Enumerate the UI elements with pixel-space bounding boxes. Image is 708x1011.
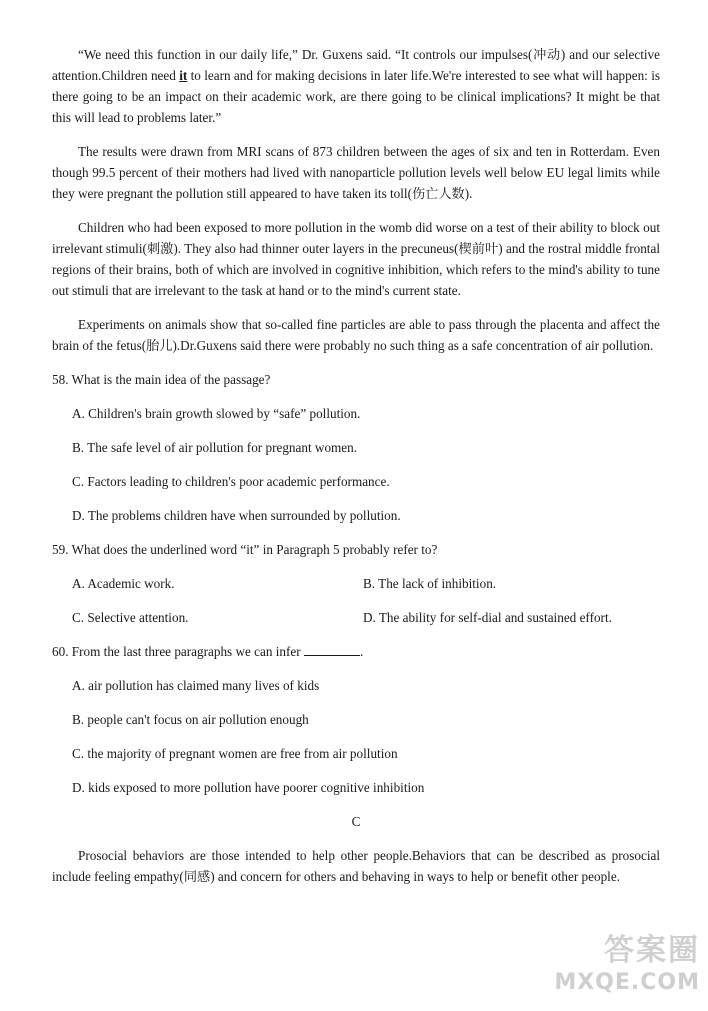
site-watermark-logo <box>525 933 700 1003</box>
question-59-options-row-1 <box>52 573 660 594</box>
passage-paragraph-3: Children who had been exposed to more pollution in the womb did worse on a test of their ability to block out irrelevant stimuli(刺激). They also had thinner outer layers in the precuneus(楔前叶) and the rostral middle frontal regions of their brains, both of which are involved in cognitive inhibition, which refers to the mind's ability to tune out stimuli that are irrelevant to the task at hand or to the mind's current state. <box>52 220 660 298</box>
answer-blank <box>304 642 360 656</box>
question-59-option-d: D. The ability for self-dial and sustained effort. <box>363 610 612 625</box>
underlined-word-it: it <box>179 68 188 83</box>
question-58-option-b: B. The safe level of air pollution for pregnant women. <box>72 440 358 455</box>
paragraph-1-text-b: to learn and for making decisions in later life.We're interested to see what will happen: is there going to be an impact on their academic work, are there going to be clinical implications? It might be that this will lead to problems later.” <box>52 68 660 125</box>
section-c-paragraph-1: Prosocial behaviors are those intended to help other people.Behaviors that can be described as prosocial include feeling empathy(同感) and concern for others and behaving in ways to help or benefit other people. <box>52 848 660 884</box>
paragraph-1-text-a: “We need this function in our daily life,” Dr. Guxens said. “It controls our impulses(冲动) and our selective attention.Children need <box>52 47 660 83</box>
watermark-chinese-text: 答案圈 <box>604 933 700 968</box>
document-page <box>52 44 660 900</box>
question-59-option-c: C. Selective attention. <box>72 610 189 625</box>
watermark-url-text: MXQE.COM <box>554 970 700 995</box>
question-60-option-c: C. the majority of pregnant women are free from air pollution <box>72 746 398 761</box>
question-59-stem: 59. What does the underlined word “it” in Paragraph 5 probably refer to? <box>52 542 438 557</box>
question-59-option-b: B. The lack of inhibition. <box>363 576 497 591</box>
question-59-options-row-2 <box>52 607 660 628</box>
question-60-stem-text: 60. From the last three paragraphs we can infer <box>52 644 301 659</box>
question-58-stem: 58. What is the main idea of the passage? <box>52 372 271 387</box>
question-58-option-d: D. The problems children have when surrounded by pollution. <box>72 508 401 523</box>
passage-paragraph-1 <box>52 44 660 128</box>
passage-paragraph-2: The results were drawn from MRI scans of 873 children between the ages of six and ten in Rotterdam. Even though 99.5 percent of their mothers had lived with nanoparticle pollution levels well below EU legal limits while they were pregnant the pollution still appeared to have taken its toll(伤亡人数). <box>52 144 660 201</box>
question-58-option-c: C. Factors leading to children's poor academic performance. <box>72 474 390 489</box>
passage-paragraph-4: Experiments on animals show that so-called fine particles are able to pass through the placenta and affect the brain of the fetus(胎儿).Dr.Guxens said there were probably no such thing as a safe concentration of air pollution. <box>52 317 660 353</box>
question-59-option-a: A. Academic work. <box>72 576 175 591</box>
question-60-option-a: A. air pollution has claimed many lives of kids <box>72 678 320 693</box>
question-60-stem-end: . <box>359 644 364 659</box>
section-c-heading: C <box>351 814 361 829</box>
question-60-option-d: D. kids exposed to more pollution have poorer cognitive inhibition <box>72 780 425 795</box>
question-60-option-b: B. people can't focus on air pollution enough <box>72 712 309 727</box>
question-60-stem <box>52 641 660 662</box>
question-58-option-a: A. Children's brain growth slowed by “safe” pollution. <box>72 406 361 421</box>
